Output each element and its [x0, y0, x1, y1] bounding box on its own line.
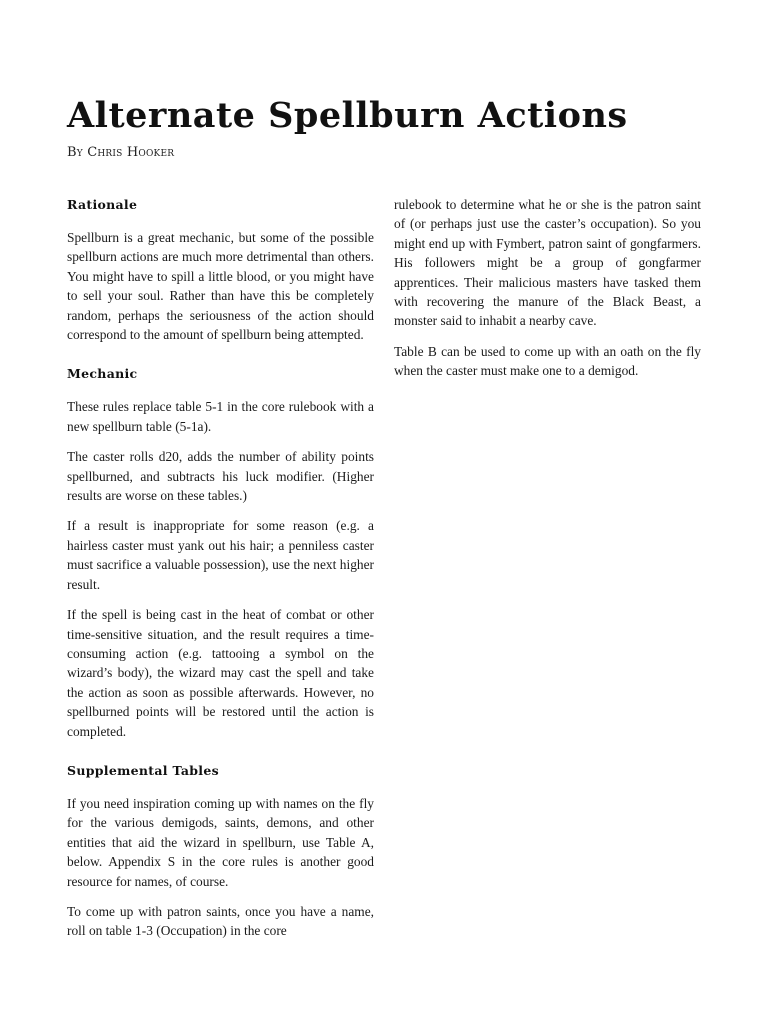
left-column	[67, 195, 374, 952]
mechanic-paragraph-3: If a result is inappropriate for some reason (e.g. a hairless caster must yank out his hair; a penniless caster must sacrifice a valuable possession), use the next higher result.	[67, 518, 374, 592]
patron-saint-paragraph: rulebook to determine what he or she is the patron saint of (or perhaps just use the caster’s occupation). So you might end up with Fymbert, patron saint of gongfarmers. His followers might be a group of gongfarmer apprentices. Their malicious masters have tasked them with recovering the manure of the Black Beast, a monster said to inhabit a nearby cave.	[394, 197, 701, 329]
mechanic-paragraph-2: The caster rolls d20, adds the number of ability points spellburned, and subtracts his luck modifier. (Higher results are worse on these tables.)	[67, 449, 374, 504]
supplemental-paragraph-2: To come up with patron saints, once you have a name, roll on table 1-3 (Occupation) in the core	[67, 903, 374, 939]
section-heading-supplemental-tables: Supplemental Tables	[67, 762, 219, 778]
section-heading-rationale: Rationale	[67, 197, 138, 212]
mechanic-paragraph-1: These rules replace table 5-1 in the core rulebook with a new spellburn table (5-1a).	[67, 399, 374, 434]
rationale-paragraph: Spellburn is a great mechanic, but some of the possible spellburn actions are much more detrimental than others. You might have to spill a little blood, or you might have to sell your soul. Rather than have this be completely random, perhaps the seriousness of the action should correspond to the amount of spellburn being attempted.	[67, 230, 374, 343]
right-column	[394, 195, 701, 392]
supplemental-paragraph-1: If you need inspiration coming up with names on the fly for the various demigods, saints, demons, and other entities that aid the wizard in spellburn, use Table A, below. Appendix S in the core rules is another good resource for names, of course.	[67, 795, 374, 889]
author-byline: By Chris Hooker	[67, 145, 175, 160]
page-title: Alternate Spellburn Actions	[67, 95, 628, 136]
table-b-paragraph: Table B can be used to come up with an oath on the fly when the caster must make one to a demigod.	[394, 343, 701, 379]
section-heading-mechanic: Mechanic	[67, 366, 138, 382]
mechanic-paragraph-4: If the spell is being cast in the heat of combat or other time-sensitive situation, and the result requires a time-consuming action (e.g. tattooing a symbol on the wizard’s body), the wizard may cast the spell and take the action as soon as possible afterwards. However, no spellburned points will be restored until the action is completed.	[67, 607, 374, 739]
